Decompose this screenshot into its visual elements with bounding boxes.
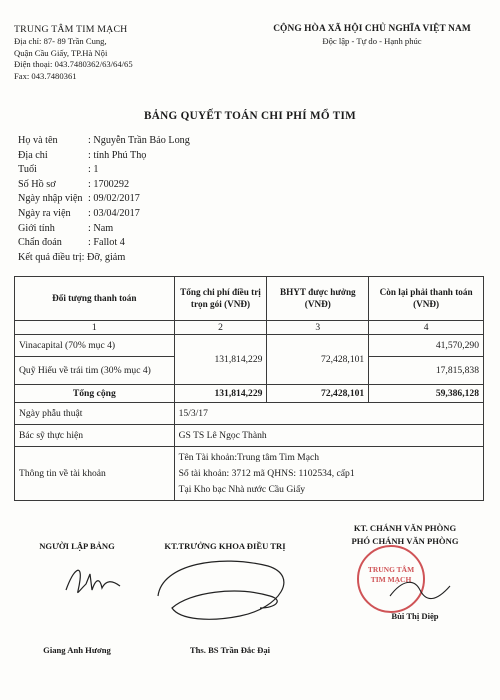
preparer-name: Giang Anh Hương	[43, 645, 111, 655]
preparer-title: NGƯỜI LẬP BẢNG	[39, 541, 115, 551]
table-colnum-row	[15, 321, 484, 335]
republic-title: CỘNG HÒA XÃ HỘI CHỦ NGHĨA VIỆT NAM	[273, 24, 471, 34]
col-number: 4	[369, 321, 484, 335]
preparer-block	[22, 541, 132, 551]
info-row-discharge: Ngày ra viện : 03/04/2017	[18, 207, 140, 219]
info-row-diagnosis: Chẩn đoán : Fallot 4	[18, 237, 125, 249]
office-title-1: KT. CHÁNH VĂN PHÒNG	[353, 523, 457, 533]
info-row-address: Địa chỉ : tỉnh Phú Thọ	[18, 149, 147, 161]
department-head-signature	[150, 552, 300, 632]
settlement-table	[14, 276, 484, 501]
insurance-cell: 72,428,101	[267, 335, 369, 385]
account-info	[174, 447, 483, 501]
remain-heart-fund: 17,815,838	[369, 357, 484, 385]
col-number: 1	[15, 321, 175, 335]
table-row	[15, 447, 484, 501]
motto: Độc lập - Tự do - Hạnh phúc	[322, 36, 422, 46]
org-name: TRUNG TÂM TIM MẠCH	[14, 24, 128, 35]
col-number: 2	[174, 321, 267, 335]
office-title-2: PHÓ CHÁNH VĂN PHÒNG	[351, 536, 459, 546]
table-total-row	[15, 385, 484, 403]
org-header	[14, 24, 133, 82]
total-insurance: 72,428,101	[267, 385, 369, 403]
account-number: Số tài khoản: 3712 mã QHNS: 1102534, cấp1	[178, 467, 355, 479]
document-title: BẢNG QUYẾT TOÁN CHI PHÍ MỔ TIM	[143, 110, 357, 122]
org-phone: Điện thoại: 043.7480362/63/64/65	[14, 59, 133, 70]
office-name-block	[360, 611, 470, 621]
doctor-label: Bác sỹ thực hiện	[15, 425, 175, 447]
total-cost-cell: 131,814,229	[174, 335, 267, 385]
col-header-payer: Đối tượng thanh toán	[15, 277, 175, 321]
col-header-total: Tổng chi phí điều trị trọn gói (VNĐ)	[174, 277, 267, 321]
office-block	[325, 523, 485, 546]
doctor-name: GS TS Lê Ngọc Thành	[174, 425, 483, 447]
table-row	[15, 403, 484, 425]
info-row-result: Kết quả điều trị : Đỡ, giảm	[18, 251, 126, 263]
table-row	[15, 335, 484, 357]
surgery-date-label: Ngày phẫu thuật	[15, 403, 175, 425]
surgery-date: 15/3/17	[174, 403, 483, 425]
total-sum: 131,814,229	[174, 385, 267, 403]
office-signature	[380, 572, 460, 612]
patient-info	[18, 134, 190, 265]
total-label: Tổng cộng	[15, 385, 175, 403]
department-head-title: KT.TRƯỞNG KHOA ĐIỀU TRỊ	[164, 541, 286, 551]
col-header-insurance: BHYT được hưởng (VNĐ)	[267, 277, 369, 321]
account-bank: Tại Kho bạc Nhà nước Cầu Giấy	[178, 483, 306, 495]
department-head-name-block	[160, 645, 300, 655]
info-row-admit: Ngày nhập viện : 09/02/2017	[18, 193, 140, 205]
account-name: Tên Tài khoản:Trung tâm Tim Mạch	[178, 451, 320, 463]
org-address-1: Địa chỉ: 87- 89 Trần Cung,	[14, 36, 107, 47]
payer-vinacapital: Vinacapital (70% mục 4)	[15, 335, 175, 357]
payer-heart-fund: Quỹ Hiếu về trái tim (30% mục 4)	[15, 357, 175, 385]
preparer-signature	[60, 560, 130, 602]
stamp-text-2: TIM MẠCH	[370, 575, 412, 584]
department-head-block	[150, 541, 300, 551]
table-row	[15, 425, 484, 447]
department-head-name: Ths. BS Trần Đắc Đại	[189, 645, 271, 655]
total-remaining: 59,386,128	[369, 385, 484, 403]
info-row-age: Tuổi : 1	[18, 164, 99, 176]
org-fax: Fax: 043.7480361	[14, 70, 77, 81]
preparer-name-block	[22, 645, 132, 655]
remain-vinacapital: 41,570,290	[369, 335, 484, 357]
col-header-remaining: Còn lại phải thanh toán (VNĐ)	[369, 277, 484, 321]
col-number: 3	[267, 321, 369, 335]
table-header-row	[15, 277, 484, 321]
info-row-name: Họ và tên : Nguyễn Trần Bảo Long	[18, 135, 190, 146]
info-row-record: Số Hồ sơ : 1700292	[18, 178, 130, 190]
stamp-text-1: TRUNG TÂM	[367, 565, 415, 574]
org-address-2: Quận Cầu Giấy, TP.Hà Nội	[14, 47, 108, 58]
info-row-gender: Giới tính : Nam	[18, 222, 114, 234]
account-label: Thông tin về tài khoản	[15, 447, 175, 501]
national-header	[262, 24, 482, 46]
office-name: Bùi Thị Diệp	[391, 611, 439, 621]
